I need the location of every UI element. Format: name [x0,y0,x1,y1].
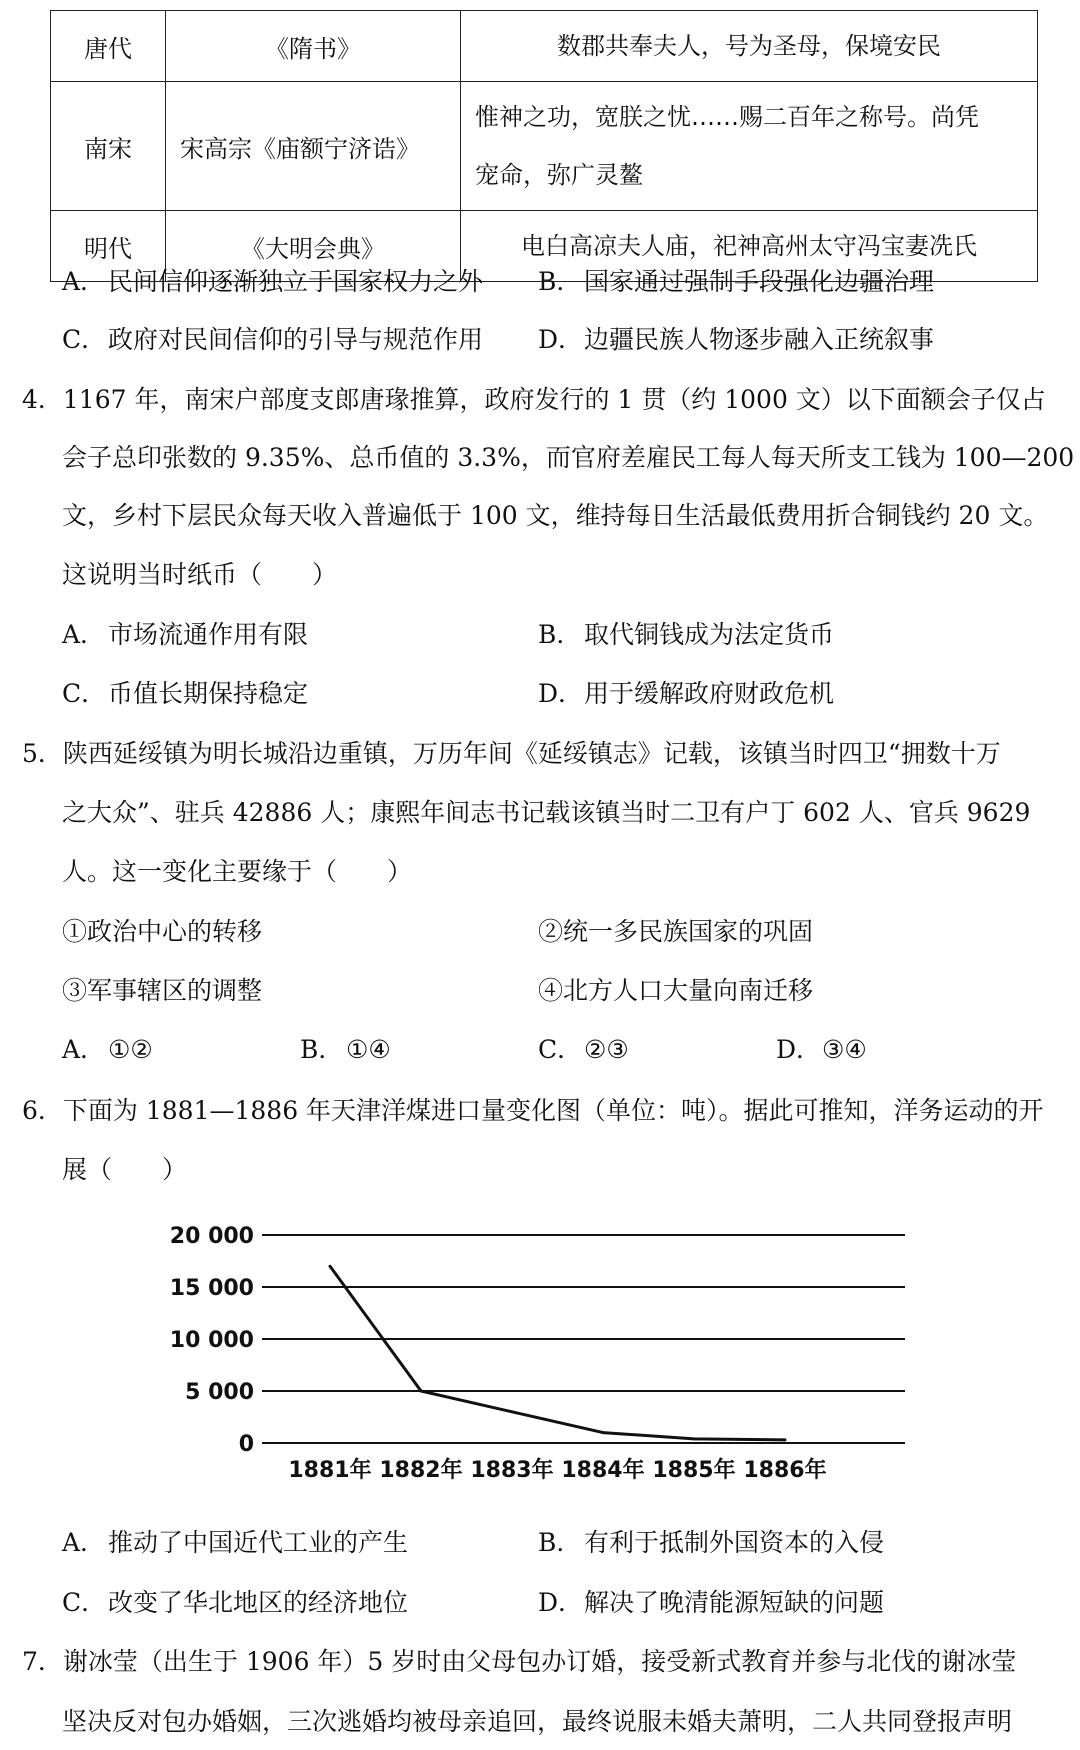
question-number: 7． [22,1647,63,1676]
source-cell: 《大明会典》 [166,211,461,282]
era-cell: 唐代 [51,11,166,82]
question-number: 4． [22,385,63,414]
option-a[interactable]: A． 民间信仰逐渐独立于国家权力之外 [62,267,484,296]
source-cell: 宋高宗《庙额宁济诰》 [166,82,461,211]
option-c[interactable]: C．改变了华北地区的经济地位 [62,1588,409,1617]
option-d[interactable]: D．用于缓解政府财政危机 [538,679,835,708]
question-stem-line: 6．下面为 1881—1886 年天津洋煤进口量变化图（单位：吨）。据此可推知，洋务运动的开 [22,1096,1044,1125]
statement-item: ③军事辖区的调整 [62,976,263,1005]
x-tick-label: 1882年 [379,1458,463,1483]
option-d[interactable]: D．③④ [776,1035,867,1064]
source-table [50,10,1038,282]
x-tick-label: 1883年 [470,1458,554,1483]
x-tick-label: 1886年 [743,1458,827,1483]
question-number: 6． [22,1096,63,1125]
content-line: 惟神之功，宽朕之忧……赐二百年之称号。尚凭 [475,103,979,131]
y-tick-label: 5 000 [185,1380,254,1405]
x-tick-label: 1881年 [288,1458,372,1483]
y-tick-label: 20 000 [169,1224,254,1249]
content-line: 宠命，弥广灵鳌 [475,161,643,189]
option-c[interactable]: C．②③ [538,1035,629,1064]
era-cell: 明代 [51,211,166,282]
option-b[interactable]: B． 有利于抵制外国资本的入侵 [538,1528,885,1557]
question-stem-line: 7．谢冰莹（出生于 1906 年）5 岁时由父母包办订婚，接受新式教育并参与北伐的谢冰莹 [22,1647,1017,1676]
table-row [51,82,1038,211]
data-point [602,1431,605,1434]
question-stem-line: 之大众”、驻兵 42886 人；康熙年间志书记载该镇当时二卫有户丁 602 人、官兵 9629 [62,798,1031,827]
question-stem-line: 会子总印张数的 9.35%、总币值的 3.3%，而官府差雇民工每人每天所支工钱为 100—200 [62,443,1075,472]
data-point [511,1410,514,1413]
source-cell: 《隋书》 [166,11,461,82]
question-stem-line: 这说明当时纸币（ ） [62,560,338,589]
statement-item: ②统一多民族国家的巩固 [538,917,814,946]
series-line [330,1266,785,1440]
question-stem-line: 文，乡村下层民众每天收入普遍低于 100 文，维持每日生活最低费用折合铜钱约 20 文。 [62,501,1049,530]
question-stem-line: 展（ ） [62,1155,188,1184]
option-c[interactable]: C．币值长期保持稳定 [62,679,309,708]
y-tick-label: 0 [238,1432,254,1457]
option-a[interactable]: A． 推动了中国近代工业的产生 [62,1528,409,1557]
x-tick-label: 1884年 [561,1458,645,1483]
data-point [693,1437,696,1440]
question-number: 5． [22,739,63,768]
table-row [51,11,1038,82]
option-a[interactable]: A． ①② [62,1035,153,1064]
option-b[interactable]: B． 取代铜钱成为法定货币 [538,620,835,649]
era-cell: 南宋 [51,82,166,211]
question-stem-line: 人。这一变化主要缘于（ ） [62,857,413,886]
option-d[interactable]: D．边疆民族人物逐步融入正统叙事 [538,325,935,354]
x-tick-label: 1885年 [652,1458,736,1483]
data-point [329,1265,332,1268]
coal-import-line-chart [169,1215,930,1485]
question-stem-line: 4．1167 年，南宋户部度支郎唐瑑推算，政府发行的 1 贯（约 1000 文）以下面额会子仅占 [22,385,1046,414]
option-d[interactable]: D．解决了晚清能源短缺的问题 [538,1588,885,1617]
statement-item: ④北方人口大量向南迁移 [538,976,814,1005]
option-b[interactable]: B． 国家通过强制手段强化边疆治理 [538,267,935,296]
question-stem-line: 5．陕西延绥镇为明长城沿边重镇，万历年间《延绥镇志》记载，该镇当时四卫“拥数十万 [22,739,1001,768]
option-b[interactable]: B． ①④ [300,1035,391,1064]
content-cell: 数郡共奉夫人，号为圣母，保境安民 [461,11,1038,82]
data-point [784,1438,787,1441]
content-cell [461,82,1038,211]
content-cell: 电白高凉夫人庙，祀神高州太守冯宝妻冼氏 [461,211,1038,282]
data-point [420,1390,423,1393]
y-tick-label: 10 000 [169,1328,254,1353]
option-a[interactable]: A． 市场流通作用有限 [62,620,309,649]
question-stem-line: 坚决反对包办婚姻，三次逃婚均被母亲追回，最终说服未婚夫萧明，二人共同登报声明 [62,1707,1013,1736]
y-tick-label: 15 000 [169,1276,254,1301]
statement-item: ①政治中心的转移 [62,917,263,946]
option-c[interactable]: C．政府对民间信仰的引导与规范作用 [62,325,484,354]
